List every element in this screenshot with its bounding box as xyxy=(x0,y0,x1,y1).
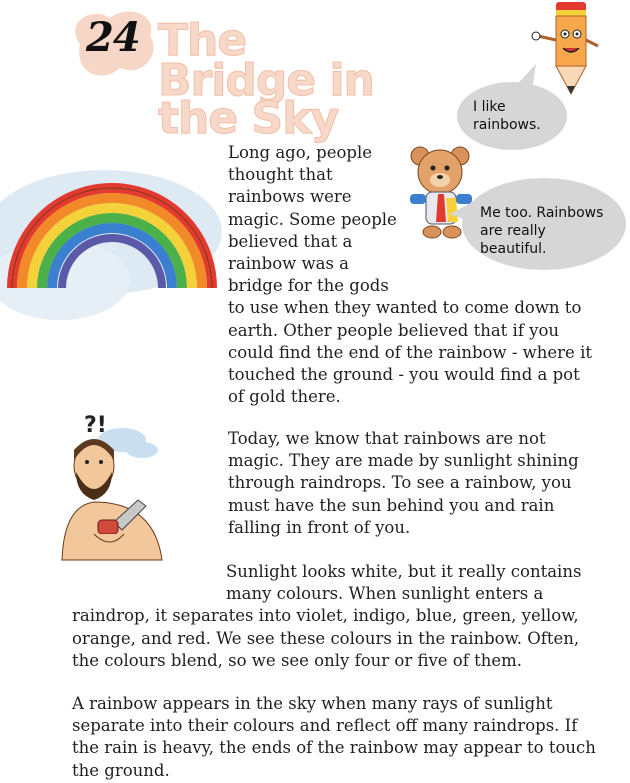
p3-line: many colours. When sunlight enters a xyxy=(226,584,544,604)
p2-line: through raindrops. To see a rainbow, you xyxy=(228,473,572,493)
p3-line: raindrop, it separates into violet, indigo, blue, green, yellow, xyxy=(72,606,579,626)
p4-line: the ground. xyxy=(72,760,170,780)
title-line-3: the Sky xyxy=(158,93,339,144)
p1-line: magic. Some people xyxy=(228,209,397,229)
p1-line: Long ago, people xyxy=(228,143,373,162)
p3-line: Sunlight looks white, but it really contains xyxy=(226,562,582,581)
p2-line: must have the sun behind you and rain xyxy=(228,495,555,515)
p1-line: thought that xyxy=(228,165,333,185)
p1-line: of gold there. xyxy=(228,387,341,407)
p4-line: the rain is heavy, the ends of the rainbow may appear to touch xyxy=(72,738,596,758)
svg-text:?!: ?! xyxy=(84,413,107,438)
p1-line: bridge for the gods xyxy=(228,276,389,296)
p3-line: the colours blend, so we see only four or five of them. xyxy=(72,650,522,670)
p4-line: separate into their colours and reflect off many raindrops. If xyxy=(72,716,578,736)
p1-line: could find the end of the rainbow - where it xyxy=(228,342,592,362)
p1-line: rainbow was a xyxy=(228,254,350,273)
p4-line: A rainbow appears in the sky when many rays of sunlight xyxy=(72,694,553,713)
p1-line: earth. Other people believed that if you xyxy=(228,320,560,340)
pencil-character-icon xyxy=(530,0,610,100)
p2-line: Today, we know that rainbows are not xyxy=(228,429,546,448)
p1-line: believed that a xyxy=(228,231,353,251)
p2-line: falling in front of you. xyxy=(228,517,411,537)
p2-line: magic. They are made by sunlight shining xyxy=(228,451,579,471)
bear-bubble-line-2: are really xyxy=(480,223,546,239)
title-line-1: The xyxy=(158,15,247,66)
p1-line: to use when they wanted to come down to xyxy=(228,298,582,318)
title-line-2: Bridge in xyxy=(158,55,374,106)
puzzled-man-icon xyxy=(54,410,170,570)
bear-speech-bubble xyxy=(462,178,626,270)
bear-bubble-tail xyxy=(448,196,478,226)
lesson-number: 24 xyxy=(86,14,140,61)
p1-line: rainbows were xyxy=(228,187,352,207)
pencil-bubble-tail xyxy=(508,64,538,94)
pencil-bubble-line-2: rainbows. xyxy=(473,117,541,133)
p3-line: orange, and red. We see these colours in the rainbow. Often, xyxy=(72,628,580,648)
p1-line: touched the ground - you would find a pot xyxy=(228,365,580,384)
bear-bubble-line-3: beautiful. xyxy=(480,241,547,257)
pencil-bubble-line-1: I like xyxy=(473,99,506,115)
bear-bubble-line-1: Me too. Rainbows xyxy=(480,205,604,221)
